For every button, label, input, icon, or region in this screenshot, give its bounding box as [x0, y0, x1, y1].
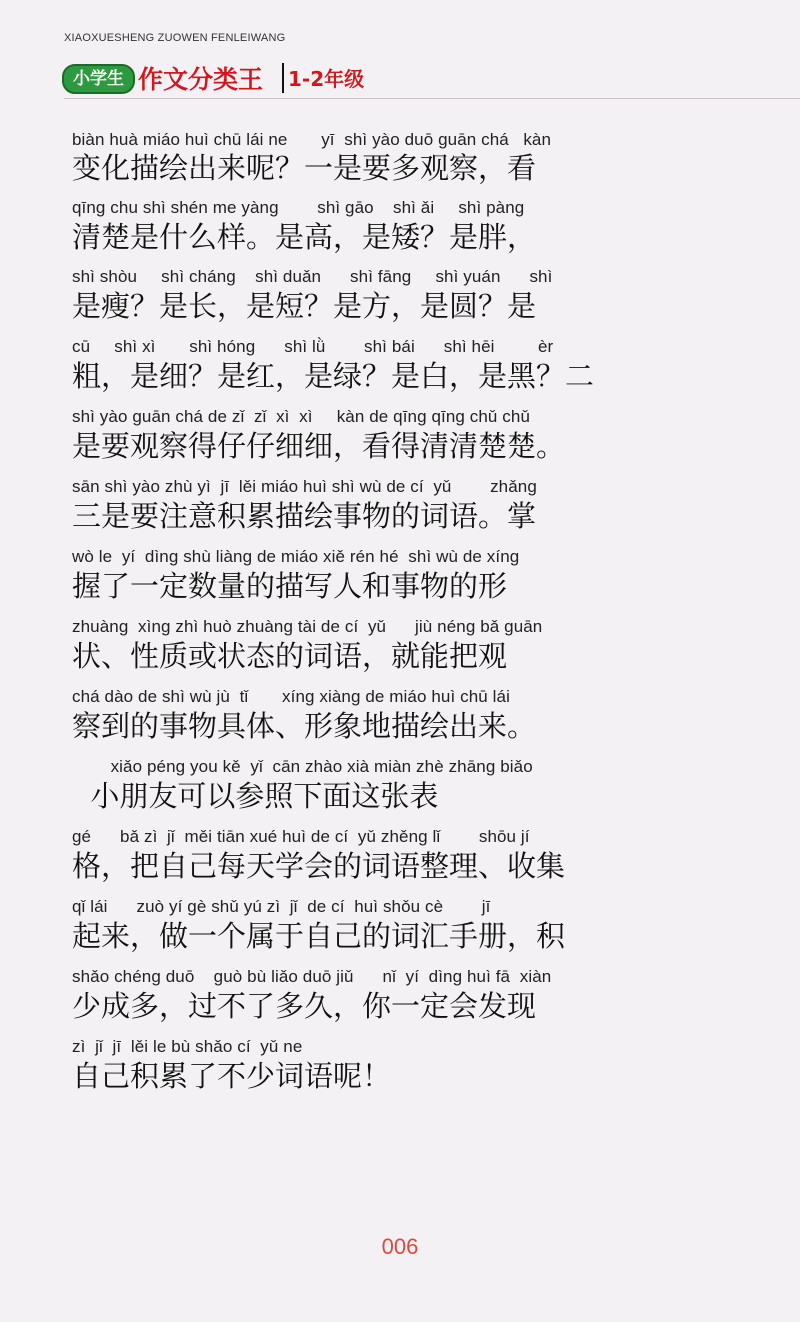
pinyin-line: shǎo chéng duō guò bù liǎo duō jiǔ nǐ yí dìng huì fā xiàn [72, 967, 552, 986]
pinyin-line: xiǎo péng you kě yǐ cān zhào xià miàn zhè zhāng biǎo [72, 757, 533, 776]
text-line: 起来，做一个属于自己的词汇手册，积 [72, 919, 566, 953]
text-line: 状、性质或状态的词语，就能把观 [72, 639, 508, 673]
text-line: 自己积累了不少词语呢！ [72, 1059, 392, 1093]
text-line: 清楚是什么样。是高，是矮？是胖， [72, 220, 537, 254]
text-line: 格，把自己每天学会的词语整理、收集 [72, 849, 566, 883]
pinyin-line: zhuàng xìng zhì huò zhuàng tài de cí yǔ jiù néng bǎ guān [72, 617, 543, 636]
pinyin-line: shì yào guān chá de zǐ zǐ xì xì kàn de qīng qīng chǔ chǔ [72, 407, 531, 426]
pinyin-line: biàn huà miáo huì chū lái ne yī shì yào duō guān chá kàn [72, 130, 552, 149]
text-line: 小朋友可以参照下面这张表 [72, 779, 439, 813]
pinyin-line: qīng chu shì shén me yàng shì gāo shì ǎi shì pàng [72, 198, 525, 217]
pinyin-line: gé bǎ zì jǐ měi tiān xué huì de cí yǔ zhěng lǐ shōu jí [72, 827, 530, 846]
level-badge: 小学生 [62, 64, 135, 94]
pinyin-line: sān shì yào zhù yì jī lěi miáo huì shì wù de cí yǔ zhǎng [72, 477, 537, 496]
pinyin-line: wò le yí dìng shù liàng de miáo xiě rén hé shì wù de xíng [72, 547, 520, 566]
pinyin-line: qǐ lái zuò yí gè shǔ yú zì jǐ de cí huì shǒu cè jī [72, 897, 491, 916]
text-line: 察到的事物具体、形象地描绘出来。 [72, 709, 537, 743]
series-pinyin: XIAOXUESHENG ZUOWEN FENLEIWANG [64, 32, 286, 44]
text-line: 握了一定数量的描写人和事物的形 [72, 569, 508, 603]
text-line: 粗，是细？是红，是绿？是白，是黑？二 [72, 359, 595, 393]
pinyin-line: chá dào de shì wù jù tǐ xíng xiàng de miáo huì chū lái [72, 687, 510, 706]
pinyin-line: zì jǐ jī lěi le bù shǎo cí yǔ ne [72, 1037, 303, 1056]
text-line: 三是要注意积累描绘事物的词语。掌 [72, 499, 537, 533]
text-line: 变化描绘出来呢？一是要多观察，看 [72, 151, 537, 185]
pinyin-line: shì shòu shì cháng shì duǎn shì fāng shì yuán shì [72, 267, 553, 286]
text-line: 少成多，过不了多久，你一定会发现 [72, 989, 537, 1023]
page-number: 006 [381, 1234, 419, 1259]
grade-label: 1-2年级 [288, 67, 365, 91]
pinyin-line: cū shì xì shì hóng shì lǜ shì bái shì hēi èr [72, 337, 554, 356]
text-line: 是要观察得仔仔细细，看得清清楚楚。 [72, 429, 566, 463]
text-line: 是瘦？是长，是短？是方，是圆？是 [72, 289, 537, 323]
book-title: 作文分类王 [138, 65, 264, 94]
